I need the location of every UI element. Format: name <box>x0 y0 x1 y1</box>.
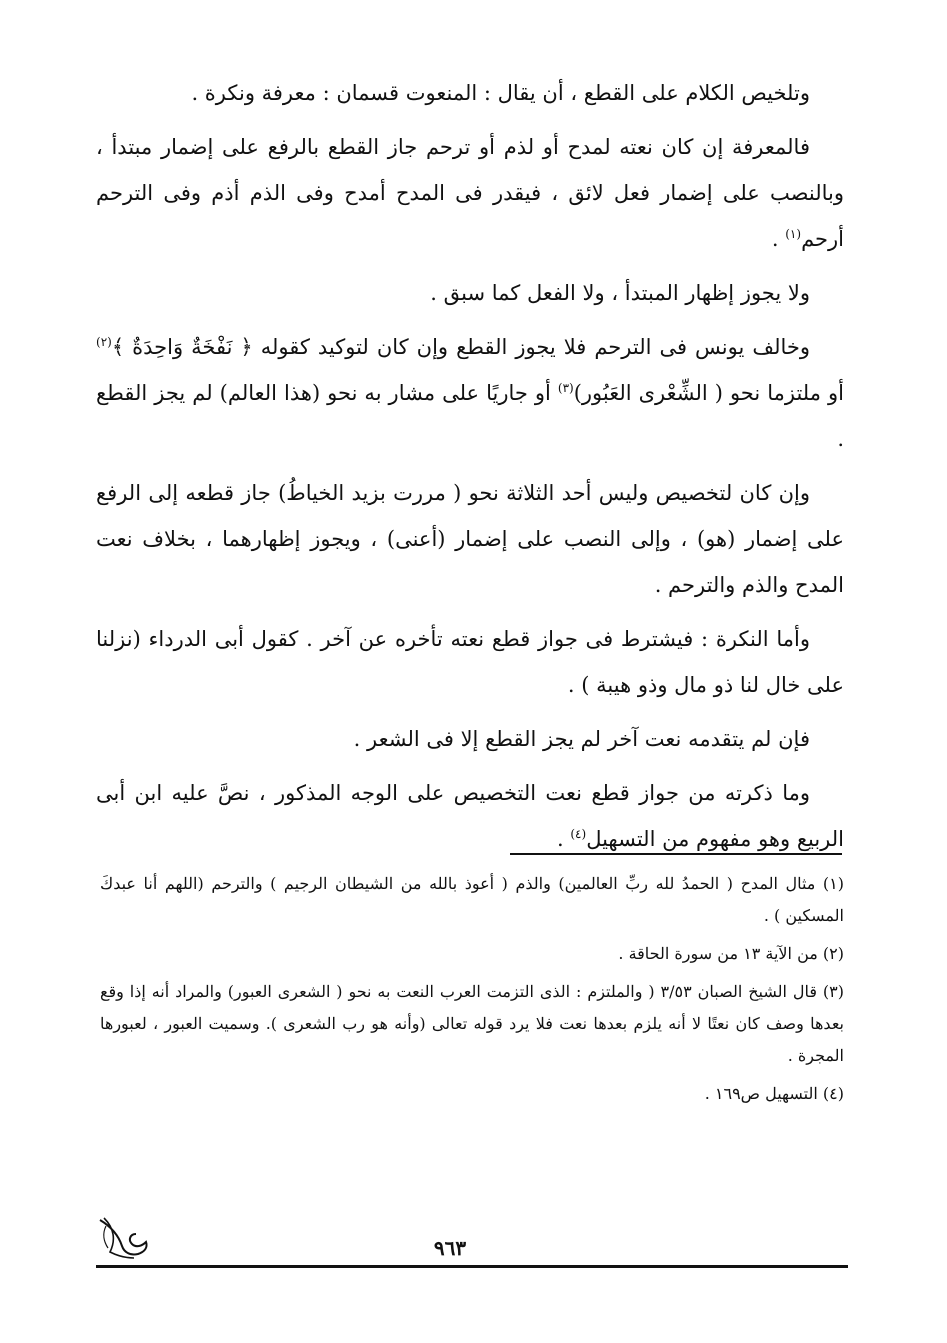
paragraph-4-text: وخالف يونس فى الترحم فلا يجوز القطع وإن كان لتوكيد كقوله ﴿ نَفْخَةٌ وَاحِدَةٌ ﴾ <box>111 335 810 359</box>
paragraph-1: وتلخيص الكلام على القطع ، أن يقال : المنعوت قسمان : معرفة ونكرة . <box>191 81 810 105</box>
paragraph-6: وأما النكرة : فيشترط فى جواز قطع نعته تأخره عن آخر . كقول أبى الدرداء (نزلنا على خال لنا ذو مال وذو هيبة ) . <box>96 627 844 697</box>
footnote-1: (١) مثال المدح ( الحمدُ لله ربِّ العالمين) والذم ( أعوذ بالله من الشيطان الرجيم ) والترحم (اللهم أنا عبدكَ المسكين ) . <box>100 874 844 925</box>
paragraph-8-end: . <box>557 827 571 851</box>
footnote-ref-2: (٢) <box>96 335 112 349</box>
bottom-rule <box>96 1265 848 1268</box>
paragraph-2-text: فالمعرفة إن كان نعته لمدح أو لذم أو ترحم جاز القطع بالرفع على إضمار مبتدأ ، وبالنصب على إضمار فعل لائق ، فيقدر فى المدح أمدح وفى الذم أذم وفى الترحم أرحم <box>96 135 844 251</box>
footnote-ref-4: (٤) <box>570 827 587 841</box>
page-number: ٩٦٣ <box>433 1236 467 1260</box>
footnote-ref-3: (٣) <box>557 381 574 395</box>
paragraph-4-mid: أو ملتزما نحو ( الشِّعْرى العَبُور) <box>573 381 844 405</box>
paragraph-2-end: . <box>771 227 786 251</box>
paragraph-2 <box>96 124 844 262</box>
corner-ornament-icon <box>96 1212 152 1262</box>
paragraph-8 <box>96 770 844 862</box>
footnote-ref-1: (١) <box>785 227 802 241</box>
footnote-3: (٣) قال الشيخ الصبان ٣/٥٣ ( والملتزم : الذى التزمت العرب النعت به نحو ( الشعرى العبور) والمراد أنه إذا وقع بعدها وصف كان نعتًا لا أنه يلزم بعدها نعت فلا يرد قوله تعالى (وأنه هو رب الشعرى ). وسميت العبور ، لعبورها المجرة . <box>100 982 844 1065</box>
main-text <box>96 70 844 870</box>
paragraph-3: ولا يجوز إظهار المبتدأ ، ولا الفعل كما سبق . <box>430 281 810 305</box>
footnote-4: (٤) التسهيل ص١٦٩ . <box>704 1084 844 1103</box>
paragraph-4-end: أو جاريًا على مشار به نحو (هذا العالم) لم يجز القطع . <box>96 381 844 451</box>
paragraph-7: فإن لم يتقدمه نعت آخر لم يجز القطع إلا فى الشعر . <box>353 727 810 751</box>
footnote-separator <box>510 853 842 855</box>
footnote-2: (٢) من الآية ١٣ من سورة الحاقة . <box>618 944 844 963</box>
footnotes <box>100 868 844 1116</box>
paragraph-4 <box>96 324 844 462</box>
paragraph-5: وإن كان لتخصيص وليس أحد الثلاثة نحو ( مررت بزيد الخياطُ) جاز قطعه إلى الرفع على إضمار (هو) ، وإلى النصب على إضمار (أعنى) ، ويجوز إظهارهما ، بخلاف نعت المدح والذم والترحم . <box>96 481 844 597</box>
paragraph-8-text: وما ذكرته من جواز قطع نعت التخصيص على الوجه المذكور ، نصَّ عليه ابن أبى الربيع وهو مفهوم من التسهيل <box>96 781 844 851</box>
